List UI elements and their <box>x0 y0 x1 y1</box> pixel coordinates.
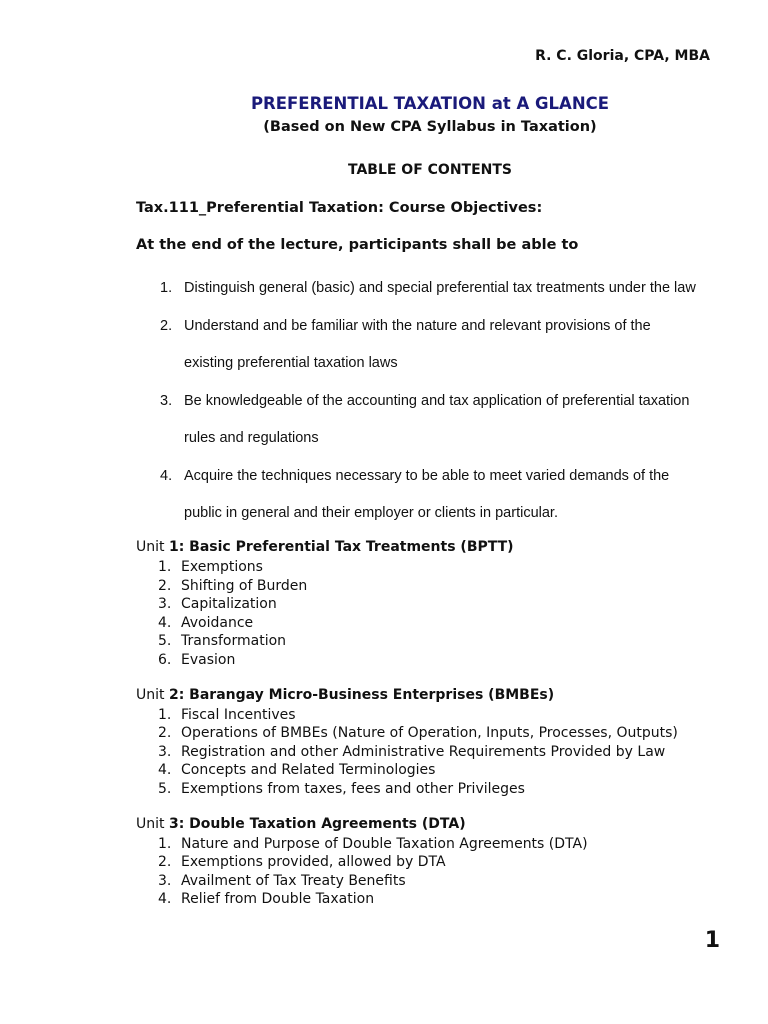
unit-topic-item <box>158 724 736 743</box>
unit-topic-number: 2. <box>158 854 172 871</box>
unit-topic-item <box>158 780 736 799</box>
unit-topic-text: Exemptions provided, allowed by DTA <box>181 854 446 871</box>
unit-topic-text: Evasion <box>181 651 236 668</box>
unit-topic-text: Registration and other Administrative Requirements Provided by Law <box>181 743 666 760</box>
unit-topic-text: Relief from Double Taxation <box>181 891 375 908</box>
unit-topic-item <box>158 835 736 854</box>
objective-number: 1. <box>160 280 173 296</box>
unit-topic-text: Avoidance <box>181 614 254 631</box>
objective-item <box>160 270 740 308</box>
unit-topic-item <box>158 890 736 909</box>
toc-heading: TABLE OF CONTENTS <box>347 162 513 178</box>
unit-prefix: Unit <box>136 686 169 703</box>
unit-title: : Barangay Micro-Business Enterprises (BMBEs) <box>178 686 555 703</box>
unit-topic-text: Exemptions from taxes, fees and other Privileges <box>181 780 525 797</box>
unit-topic-item <box>158 558 736 577</box>
course-objectives-heading: Tax.111_Preferential Taxation: Course Objectives: <box>136 200 543 216</box>
unit-topic-item <box>158 614 736 633</box>
unit-heading <box>136 813 736 835</box>
unit-heading <box>136 684 736 706</box>
unit-topic-number: 3. <box>158 743 172 760</box>
unit-topic-list <box>136 706 736 799</box>
unit-topic-number: 2. <box>158 725 172 742</box>
objective-number: 2. <box>160 317 173 334</box>
unit-number: 1 <box>168 539 179 555</box>
objective-text-line: Understand and be familiar with the nature and relevant provisions of the <box>184 317 651 334</box>
unit-topic-text: Concepts and Related Terminologies <box>181 762 436 779</box>
unit-section <box>136 813 736 909</box>
unit-topic-item <box>158 706 736 725</box>
objective-text-line: Be knowledgeable of the accounting and tax application of preferential taxation <box>184 392 690 409</box>
unit-topic-text: Exemptions <box>181 559 263 575</box>
unit-topic-list <box>136 558 736 670</box>
objective-item <box>160 383 740 458</box>
unit-topic-number: 6. <box>158 651 172 668</box>
unit-topic-number: 1. <box>158 835 172 852</box>
objective-number: 3. <box>160 392 173 409</box>
unit-title: : Basic Preferential Tax Treatments (BPTT) <box>178 539 514 555</box>
unit-topic-item <box>158 743 736 762</box>
objective-text-line: Acquire the techniques necessary to be able to meet varied demands of the <box>184 467 670 484</box>
unit-section <box>136 536 736 670</box>
unit-topic-list <box>136 835 736 909</box>
unit-topic-number: 4. <box>158 762 172 779</box>
unit-topic-text: Transformation <box>181 633 287 650</box>
unit-topic-item <box>158 632 736 651</box>
author-line: R. C. Gloria, CPA, MBA <box>535 48 710 64</box>
units-container <box>136 536 736 923</box>
unit-prefix: Unit <box>136 539 169 555</box>
unit-number: 3 <box>168 815 179 832</box>
unit-title: : Double Taxation Agreements (DTA) <box>178 815 466 832</box>
unit-topic-text: Shifting of Burden <box>181 577 308 594</box>
unit-topic-text: Capitalization <box>181 596 277 613</box>
unit-topic-item <box>158 577 736 596</box>
unit-topic-number: 1. <box>158 706 172 723</box>
unit-topic-text: Nature and Purpose of Double Taxation Agreements (DTA) <box>181 835 588 852</box>
unit-topic-item <box>158 651 736 670</box>
unit-topic-item <box>158 872 736 891</box>
unit-topic-text: Operations of BMBEs (Nature of Operation, Inputs, Processes, Outputs) <box>181 725 678 742</box>
unit-topic-number: 5. <box>158 780 172 797</box>
objective-item <box>160 308 740 383</box>
objectives-list <box>160 270 740 533</box>
page-number: 1 <box>704 928 720 953</box>
document-title: PREFERENTIAL TAXATION at A GLANCE <box>250 94 610 113</box>
unit-topic-item <box>158 761 736 780</box>
objective-number: 4. <box>160 467 173 484</box>
unit-number: 2 <box>168 686 179 703</box>
unit-topic-number: 3. <box>158 596 172 613</box>
objective-text-line: public in general and their employer or clients in particular. <box>184 505 558 521</box>
unit-heading <box>136 536 736 558</box>
course-intro: At the end of the lecture, participants shall be able to <box>136 237 579 253</box>
unit-topic-item <box>158 595 736 614</box>
unit-topic-text: Availment of Tax Treaty Benefits <box>181 872 406 889</box>
unit-prefix: Unit <box>136 815 169 832</box>
objective-text-line: Distinguish general (basic) and special preferential tax treatments under the law <box>184 280 696 296</box>
objective-item <box>160 458 740 533</box>
unit-topic-number: 5. <box>158 633 172 650</box>
unit-topic-number: 1. <box>158 559 172 575</box>
objective-text-line: rules and regulations <box>184 430 319 446</box>
unit-topic-item <box>158 853 736 872</box>
unit-topic-number: 4. <box>158 891 172 908</box>
unit-topic-text: Fiscal Incentives <box>181 706 296 723</box>
unit-topic-number: 3. <box>158 872 172 889</box>
unit-topic-number: 4. <box>158 614 172 631</box>
unit-topic-number: 2. <box>158 577 172 594</box>
unit-section <box>136 684 736 799</box>
objective-text-line: existing preferential taxation laws <box>184 355 398 371</box>
document-subtitle: (Based on New CPA Syllabus in Taxation) <box>263 119 597 135</box>
